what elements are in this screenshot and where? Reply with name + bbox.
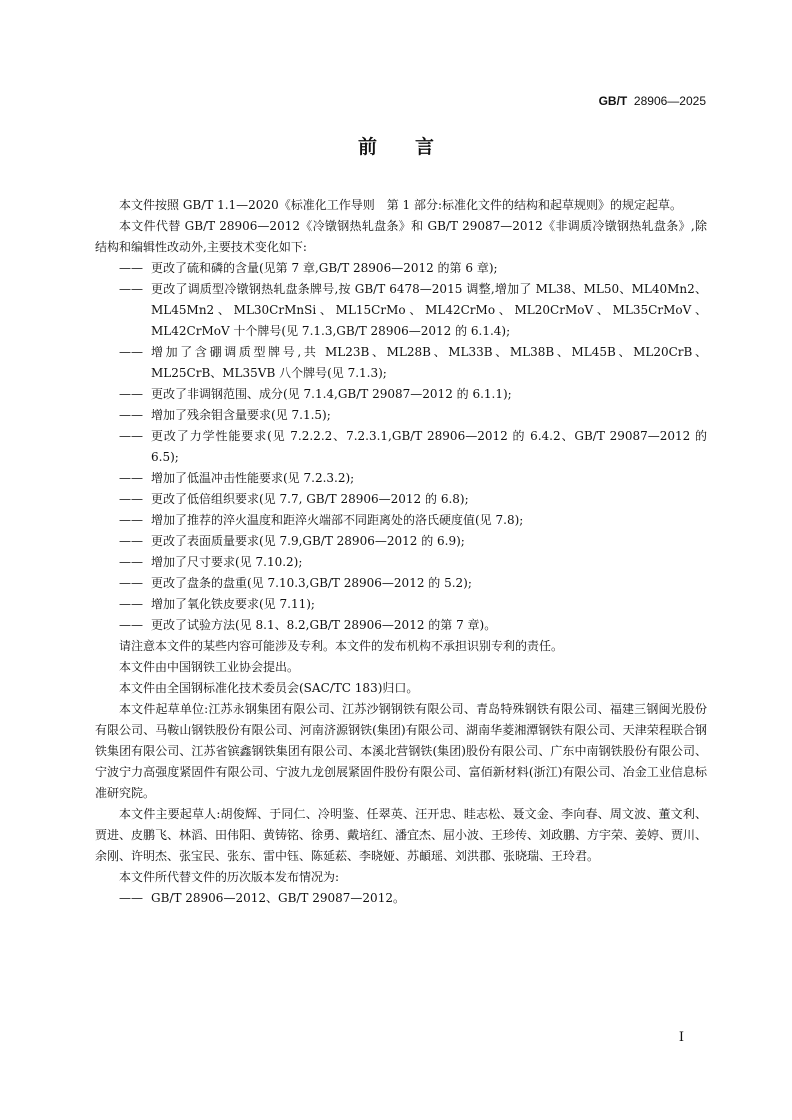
proposer-notice: 本文件由中国钢铁工业协会提出。 xyxy=(119,660,300,674)
change-item xyxy=(95,573,707,594)
change-text: 增加了残余钼含量要求(见 7.1.5); xyxy=(151,408,331,422)
page-title: 前言 xyxy=(357,136,472,158)
dash-marker: —— xyxy=(119,345,143,359)
history-heading: 本文件所代替文件的历次版本发布情况为: xyxy=(119,870,340,884)
change-text: 更改了非调钢范围、成分(见 7.1.4,GB/T 29087—2012 的 6.1.1); xyxy=(151,387,512,401)
dash-marker: —— xyxy=(119,471,143,485)
history-text: GB/T 28906—2012、GB/T 29087—2012。 xyxy=(151,891,405,905)
change-text: 增加了低温冲击性能要求(见 7.2.3.2); xyxy=(151,471,355,485)
standard-code xyxy=(599,94,706,108)
change-item xyxy=(95,342,707,384)
change-text: 更改了表面质量要求(见 7.9,GB/T 28906—2012 的 6.9); xyxy=(151,534,465,548)
standard-prefix: GB/T xyxy=(598,94,628,108)
dash-marker: —— xyxy=(119,597,143,611)
dash-marker: —— xyxy=(119,891,143,905)
change-text: 增加了推荐的淬火温度和距淬火端部不同距离处的洛氏硬度值(见 7.8); xyxy=(151,513,524,527)
change-item xyxy=(95,468,707,489)
change-item xyxy=(95,489,707,510)
dash-marker: —— xyxy=(119,513,143,527)
change-text: 更改了试验方法(见 8.1、8.2,GB/T 28906—2012 的第 7 章)。 xyxy=(151,618,497,632)
dash-marker: —— xyxy=(119,534,143,548)
intro-paragraph: 本文件按照 GB/T 1.1—2020《标准化工作导则 第 1 部分:标准化文件的结构和起草规则》的规定起草。 xyxy=(119,198,683,212)
change-item xyxy=(95,258,707,279)
change-item xyxy=(95,552,707,573)
dash-marker: —— xyxy=(119,261,143,275)
change-item xyxy=(95,405,707,426)
dash-marker: —— xyxy=(119,555,143,569)
change-item xyxy=(95,426,707,468)
dash-marker: —— xyxy=(119,408,143,422)
dash-marker: —— xyxy=(119,576,143,590)
change-text: 增加了尺寸要求(见 7.10.2); xyxy=(151,555,303,569)
intro-paragraph: 本文件代替 GB/T 28906—2012《冷镦钢热轧盘条》和 GB/T 29087—2012《非调质冷镦钢热轧盘条》,除结构和编辑性改动外,主要技术变化如下: xyxy=(95,219,707,254)
change-text: 更改了力学性能要求(见 7.2.2.2、7.2.3.1,GB/T 28906—2012 的 6.4.2、GB/T 29087—2012 的 6.5); xyxy=(151,429,707,464)
change-text: 增加了氧化铁皮要求(见 7.11); xyxy=(151,597,315,611)
dash-marker: —— xyxy=(119,618,143,632)
dash-marker: —— xyxy=(119,387,143,401)
change-text: 增加了含硼调质型牌号,共 ML23B、ML28B、ML33B、ML38B、ML45B、ML20CrB、ML25CrB、ML35VB 八个牌号(见 7.1.3); xyxy=(151,345,707,380)
change-item xyxy=(95,615,707,636)
committee-notice: 本文件由全国钢标准化技术委员会(SAC/TC 183)归口。 xyxy=(119,681,419,695)
page-number: I xyxy=(678,1030,684,1045)
change-item xyxy=(95,384,707,405)
drafters: 本文件主要起草人:胡俊辉、于同仁、冷明鉴、任翠英、汪开忠、眭志松、聂文金、李向春、周文波、董文利、贾进、皮鹏飞、林滔、田伟阳、黄铸铭、徐勇、戴培红、潘宜杰、屈小波、王珍传、刘政鹏、方宇荣、姜婷、贾川、余刚、许明杰、张宝民、张东、雷中钰、陈延菘、李晓娅、苏頔瑶、刘洪郡、张晓瑞、王玲君。 xyxy=(95,807,708,863)
change-text: 更改了盘条的盘重(见 7.10.3,GB/T 28906—2012 的 5.2); xyxy=(151,576,472,590)
change-text: 更改了低倍组织要求(见 7.7, GB/T 28906—2012 的 6.8); xyxy=(151,492,469,506)
dash-marker: —— xyxy=(119,429,143,443)
dash-marker: —— xyxy=(119,492,143,506)
change-item xyxy=(95,510,707,531)
dash-marker: —— xyxy=(119,282,143,296)
change-text: 更改了硫和磷的含量(见第 7 章,GB/T 28906—2012 的第 6 章); xyxy=(151,261,498,275)
change-text: 更改了调质型冷镦钢热轧盘条牌号,按 GB/T 6478—2015 调整,增加了 ML38、ML50、ML40Mn2、ML45Mn2、ML30CrMnSi、ML15CrMo、ML42CrMo、ML20CrMoV、ML35CrMoV、ML42CrMoV 十个牌号(见 7.1.3,GB/T 28906—2012 的 6.1.4); xyxy=(151,282,707,338)
patent-notice: 请注意本文件的某些内容可能涉及专利。本文件的发布机构不承担识别专利的责任。 xyxy=(119,639,564,653)
change-item xyxy=(95,594,707,615)
history-item xyxy=(95,888,707,909)
drafting-units: 本文件起草单位:江苏永钢集团有限公司、江苏沙钢钢铁有限公司、青岛特殊钢铁有限公司、福建三钢闽光股份有限公司、马鞍山钢铁股份有限公司、河南济源钢铁(集团)有限公司、湖南华菱湘潭钢铁有限公司、天津荣程联合钢铁集团有限公司、江苏省镔鑫钢铁集团有限公司、本溪北营钢铁(集团)股份有限公司、广东中南钢铁股份有限公司、宁波宁力高强度紧固件有限公司、宁波九龙创展紧固件股份有限公司、富佰新材料(浙江)有限公司、冶金工业信息标准研究院。 xyxy=(95,702,707,800)
change-item xyxy=(95,531,707,552)
document-body xyxy=(95,195,707,909)
change-item xyxy=(95,279,707,342)
standard-number: 28906—2025 xyxy=(633,94,706,108)
